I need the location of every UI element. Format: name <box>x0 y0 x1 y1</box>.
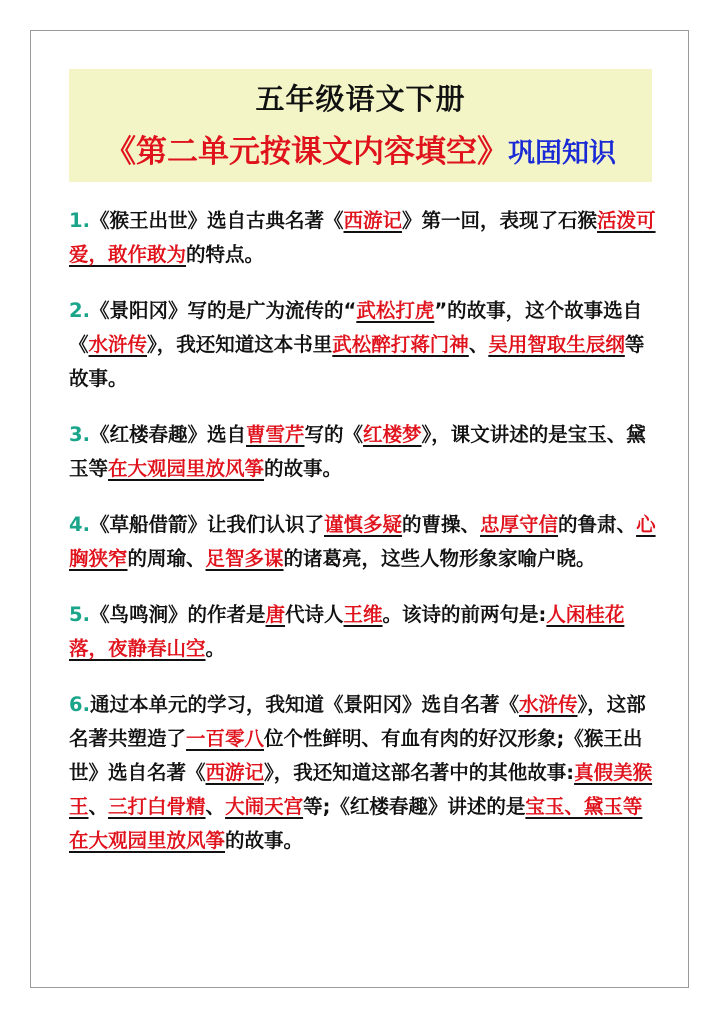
question-text: 的诸葛亮，这些人物形象家喻户晓。 <box>283 547 596 570</box>
question-text: 《猴王出世》选自古典名著《 <box>89 209 344 232</box>
answer-fill: 谨慎多疑 <box>324 513 403 536</box>
subtitle-tag: 巩固知识 <box>508 138 616 169</box>
page-subtitle <box>69 131 652 178</box>
worksheet-page <box>30 30 689 988</box>
question-item <box>69 598 661 666</box>
answer-fill: 活泼可爱，敢作敢为 <box>69 209 656 266</box>
question-text: 的特点。 <box>186 243 265 266</box>
question-list <box>69 204 661 880</box>
answer-fill: 武松醉打蒋门神 <box>332 333 469 356</box>
answer-fill: 心胸狭窄 <box>69 513 656 570</box>
answer-fill: 三打白骨精 <box>108 795 206 818</box>
question-text: 的鲁肃、 <box>558 513 637 536</box>
answer-fill: 水浒传 <box>88 333 148 356</box>
question-number: 1. <box>69 209 90 232</box>
question-text: 》，我还知道这部名著中的其他故事: <box>264 761 575 784</box>
title-banner <box>69 69 652 182</box>
question-text: 《红楼春趣》选自 <box>89 423 246 446</box>
question-item <box>69 688 661 858</box>
page-title: 五年级语文下册 <box>255 82 466 116</box>
question-item <box>69 418 661 486</box>
question-number: 5. <box>69 603 90 626</box>
answer-fill: 红楼梦 <box>363 423 422 446</box>
answer-fill: 宝玉、黛玉等在大观园里放风筝 <box>69 795 643 852</box>
question-text: 通过本单元的学习，我知道《景阳冈》选自名著《 <box>89 693 519 716</box>
answer-fill: 吴用智取生辰纲 <box>488 333 625 356</box>
question-text: ”的故事，这个故事选自《 <box>69 299 643 356</box>
question-number: 3. <box>69 423 90 446</box>
question-text: 、 <box>88 795 109 818</box>
question-text: 》，这部名著共塑造了 <box>69 693 646 750</box>
question-text: 写的《 <box>304 423 364 446</box>
question-text: 》，课文讲述的是宝玉、黛玉等 <box>69 423 646 480</box>
question-text: 等故事。 <box>69 333 645 390</box>
question-text: 等;《红楼春趣》讲述的是 <box>303 795 526 818</box>
answer-fill: 一百零八 <box>186 727 265 750</box>
answer-fill: 人闲桂花落，夜静春山空 <box>69 603 625 660</box>
question-text: 。该诗的前两句是: <box>382 603 547 626</box>
question-item <box>69 204 661 272</box>
question-number: 4. <box>69 513 90 536</box>
answer-fill: 忠厚守信 <box>480 513 559 536</box>
question-text: 《鸟鸣涧》的作者是 <box>89 603 266 626</box>
answer-fill: 水浒传 <box>519 693 578 716</box>
answer-fill: 西游记 <box>343 209 403 232</box>
question-text: 、 <box>468 333 489 356</box>
question-text: 。 <box>205 637 226 660</box>
question-text: 代诗人 <box>285 603 344 626</box>
question-item <box>69 294 661 396</box>
answer-fill: 武松打虎 <box>356 299 435 322</box>
answer-fill: 唐 <box>265 603 286 626</box>
subtitle-unit: 《第二单元按课文内容填空》 <box>105 134 508 170</box>
question-number: 6. <box>69 693 90 716</box>
answer-fill: 在大观园里放风筝 <box>108 457 265 480</box>
question-number: 2. <box>69 299 90 322</box>
question-text: 位个性鲜明、有血有肉的好汉形象;《猴王出世》选自名著《 <box>69 727 643 784</box>
answer-fill: 王维 <box>343 603 383 626</box>
answer-fill: 大闹天宫 <box>225 795 304 818</box>
question-text: 的故事。 <box>264 457 343 480</box>
answer-fill: 足智多谋 <box>205 547 284 570</box>
question-text: 的周瑜、 <box>127 547 206 570</box>
question-text: 《景阳冈》写的是广为流传的“ <box>89 299 357 322</box>
question-text: 的曹操、 <box>402 513 481 536</box>
answer-fill: 西游记 <box>205 761 265 784</box>
question-text: 、 <box>205 795 226 818</box>
question-text: 《草船借箭》让我们认识了 <box>89 513 324 536</box>
question-item <box>69 508 661 576</box>
question-text: 》，我还知道这本书里 <box>147 333 333 356</box>
question-text: 》第一回，表现了石猴 <box>402 209 598 232</box>
answer-fill: 曹雪芹 <box>246 423 305 446</box>
question-text: 的故事。 <box>225 829 304 852</box>
answer-fill: 真假美猴王 <box>69 761 653 818</box>
